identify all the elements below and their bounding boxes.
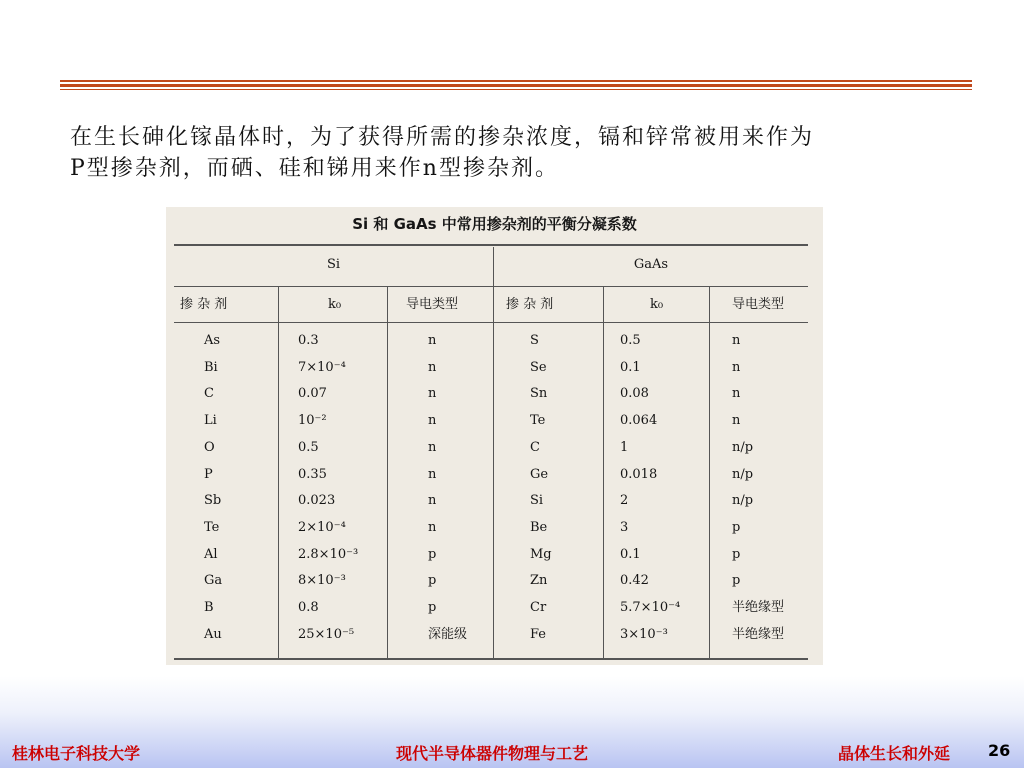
table-cell: S: [530, 333, 539, 348]
table-cell: Te: [204, 519, 220, 535]
title-rule-top: [60, 80, 972, 82]
table-cell: p: [428, 546, 437, 562]
page-number: 26: [988, 741, 1011, 760]
column-header: k₀: [650, 297, 664, 312]
table-cell: C: [204, 386, 214, 402]
table-cell: 25×10⁻⁵: [298, 626, 355, 642]
table-cell: Au: [204, 626, 222, 642]
segregation-coefficient-table: [166, 207, 823, 665]
footer-chapter: 晶体生长和外延: [838, 744, 951, 763]
table-cell: n: [428, 333, 437, 348]
table-cell: 0.3: [298, 333, 319, 348]
table-cell: Bi: [204, 359, 218, 375]
table-cell: 0.42: [620, 573, 649, 589]
table-cell: Mg: [530, 546, 552, 562]
table-cell: n: [732, 386, 741, 402]
table-cell: 0.5: [298, 439, 319, 455]
table-cell: p: [732, 573, 741, 589]
table-cell: n: [732, 333, 741, 348]
table-cell: 3: [620, 519, 629, 535]
table-cell: Te: [530, 413, 546, 429]
table-cell: 2×10⁻⁴: [298, 519, 346, 535]
table-cell: 3×10⁻³: [620, 626, 668, 642]
table-cell: 0.5: [620, 333, 641, 348]
table-col-divider-5: [709, 287, 710, 659]
table-cell: Be: [530, 519, 548, 535]
table-cell: n: [428, 386, 437, 402]
table-cell: Ge: [530, 466, 549, 482]
footer-course-title: 现代半导体器件物理与工艺: [396, 744, 589, 763]
table-cell: Fe: [530, 626, 547, 642]
table-cell: Sn: [530, 386, 548, 402]
table-cell: 5.7×10⁻⁴: [620, 600, 681, 615]
table-cell: Ga: [204, 573, 223, 589]
intro-paragraph: [70, 122, 970, 184]
table-cell: Si: [530, 493, 544, 509]
table-cell: 深能级: [428, 626, 468, 642]
table-cell: n: [428, 493, 437, 509]
table-cell: Li: [204, 413, 217, 429]
table-cell: p: [732, 519, 741, 535]
table-cell: n: [428, 466, 437, 482]
table-cell: p: [428, 600, 437, 615]
table-cell: Cr: [530, 600, 547, 615]
table-cell: 7×10⁻⁴: [298, 359, 346, 375]
table-cell: n: [732, 413, 741, 429]
table-cell: 0.1: [620, 546, 641, 562]
table-cell: 0.08: [620, 386, 649, 402]
table-cell: n/p: [732, 439, 754, 455]
table-cell: As: [204, 333, 221, 348]
table-cell: 0.023: [298, 493, 336, 509]
table-cell: 2.8×10⁻³: [298, 546, 359, 562]
table-col-divider-4: [603, 287, 604, 659]
column-header: 导电类型: [406, 297, 459, 312]
table-cell: n: [428, 359, 437, 375]
table-cell: B: [204, 600, 214, 615]
table-cell: n: [428, 439, 437, 455]
table-cell: n/p: [732, 493, 754, 509]
table-rule-top: [174, 244, 808, 246]
column-header: k₀: [328, 297, 342, 312]
table-rule-group: [174, 286, 808, 287]
column-header: 掺 杂 剂: [180, 297, 228, 312]
table-rule-header: [174, 322, 808, 323]
table-cell: n/p: [732, 466, 754, 482]
title-rule-middle: [60, 84, 972, 87]
table-cell: 10⁻²: [298, 413, 327, 429]
table-cell: 0.1: [620, 359, 641, 375]
intro-line-2: P型掺杂剂，而硒、硅和锑用来作n型掺杂剂。: [70, 156, 559, 181]
table-cell: 0.064: [620, 413, 658, 429]
table-rule-bottom: [174, 658, 808, 660]
group-header-gaas: GaAs: [633, 257, 669, 272]
table-cell: 1: [620, 439, 629, 455]
footer-institution: 桂林电子科技大学: [12, 744, 141, 763]
table-cell: p: [732, 546, 741, 562]
table-cell: 0.07: [298, 386, 327, 402]
table-cell: P: [204, 466, 213, 482]
column-header: 导电类型: [732, 297, 785, 312]
table-col-divider-1: [278, 287, 279, 659]
table-cell: 8×10⁻³: [298, 573, 346, 589]
title-rule-bottom: [60, 89, 972, 90]
table-cell: 0.35: [298, 466, 327, 482]
table-col-divider-center: [493, 247, 494, 659]
table-col-divider-2: [387, 287, 388, 659]
table-cell: 2: [620, 493, 629, 509]
table-cell: Al: [204, 546, 218, 562]
group-header-si: Si: [326, 257, 341, 272]
table-cell: Zn: [530, 573, 548, 589]
table-cell: Se: [530, 359, 547, 375]
table-cell: Sb: [204, 493, 222, 509]
intro-line-1: 在生长砷化镓晶体时，为了获得所需的掺杂浓度，镉和锌常被用来作为: [70, 125, 815, 150]
table-cell: n: [732, 359, 741, 375]
table-cell: 半绝缘型: [732, 600, 785, 615]
table-cell: 0.8: [298, 600, 319, 615]
table-cell: O: [204, 439, 215, 455]
column-header: 掺 杂 剂: [506, 297, 554, 312]
table-cell: p: [428, 573, 437, 589]
table-cell: 半绝缘型: [732, 626, 785, 642]
table-caption: Si 和 GaAs 中常用掺杂剂的平衡分凝系数: [352, 215, 637, 233]
table-cell: n: [428, 519, 437, 535]
table-cell: C: [530, 439, 540, 455]
table-cell: n: [428, 413, 437, 429]
table-cell: 0.018: [620, 466, 658, 482]
